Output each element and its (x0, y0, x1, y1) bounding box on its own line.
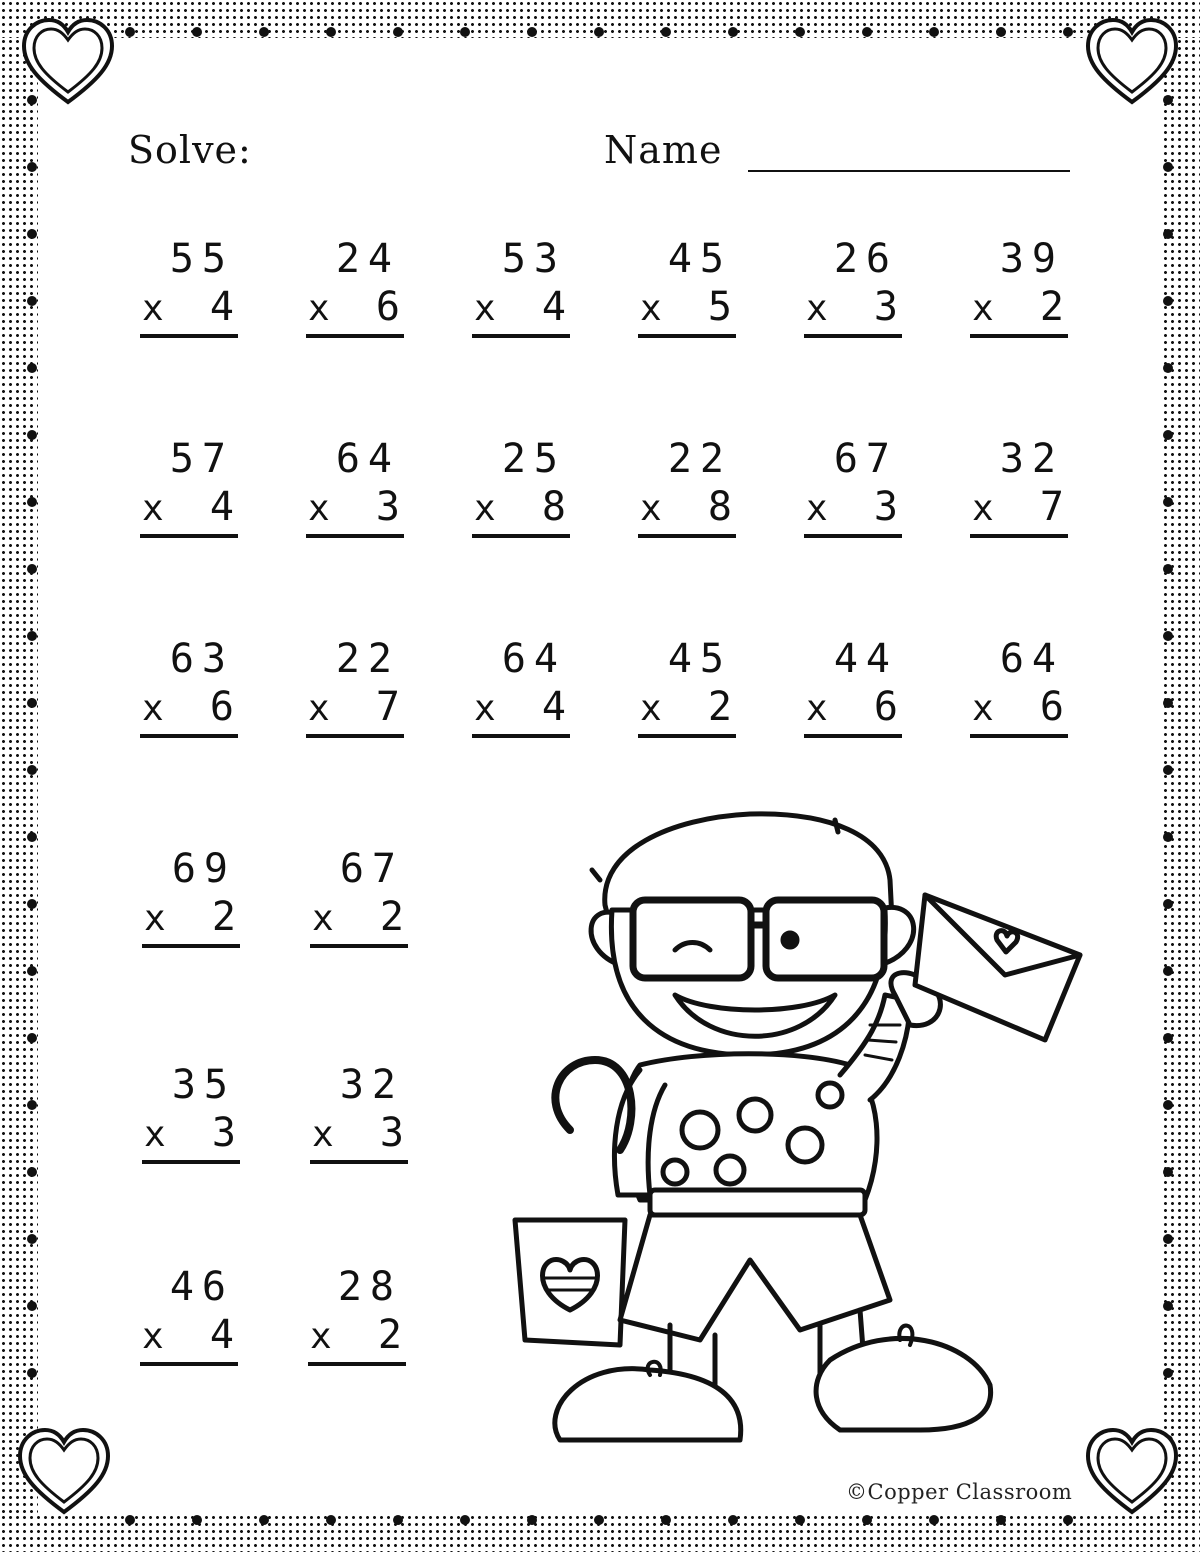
border-dot (1163, 430, 1173, 440)
border-dot (259, 27, 269, 37)
problem-17 (804, 636, 902, 736)
multiply-sign: x (640, 288, 662, 329)
border-dot (1063, 1515, 1073, 1525)
problem-5 (804, 236, 902, 336)
multiply-sign: x (312, 1114, 334, 1155)
problem-8 (306, 436, 404, 536)
problem-13 (140, 636, 238, 736)
multiply-sign: x (142, 1316, 164, 1357)
border-dot (1163, 832, 1173, 842)
problem-multiplier: 6 (873, 684, 898, 730)
problem-top-number: 24 (335, 236, 400, 282)
border-dot (27, 1167, 37, 1177)
problem-multiplier: 2 (707, 684, 732, 730)
boy-belt (650, 1190, 865, 1215)
border-dot (1163, 765, 1173, 775)
border-dot (27, 1368, 37, 1378)
border-dot (27, 832, 37, 842)
border-dot (27, 1301, 37, 1311)
heart-icon-top-right (1082, 14, 1182, 114)
copyright-text: ©Copper Classroom (846, 1480, 1073, 1504)
problem-top-number: 57 (169, 436, 234, 482)
border-dot (1163, 162, 1173, 172)
answer-line[interactable] (970, 734, 1068, 738)
border-dot (1163, 1234, 1173, 1244)
border-dot (527, 27, 537, 37)
border-dot (862, 27, 872, 37)
problem-top-number: 44 (833, 636, 898, 682)
problem-top-number: 22 (335, 636, 400, 682)
border-dot (1163, 966, 1173, 976)
boy-shorts (620, 1215, 890, 1340)
problem-23 (140, 1264, 238, 1364)
problem-top-number: 67 (833, 436, 898, 482)
answer-line[interactable] (472, 334, 570, 338)
border-dot (27, 229, 37, 239)
border-dot (27, 1100, 37, 1110)
border-dot (27, 631, 37, 641)
border-dot (594, 27, 604, 37)
multiply-sign: x (142, 688, 164, 729)
border-dot (1163, 1100, 1173, 1110)
boy-right-eye (783, 933, 797, 947)
problem-top-number: 53 (501, 236, 566, 282)
page-border-left (0, 38, 38, 1514)
multiply-sign: x (806, 288, 828, 329)
border-dot (1163, 497, 1173, 507)
border-dot (27, 698, 37, 708)
multiply-sign: x (806, 688, 828, 729)
answer-line[interactable] (804, 734, 902, 738)
answer-line[interactable] (804, 334, 902, 338)
answer-line[interactable] (970, 334, 1068, 338)
problem-multiplier: 7 (375, 684, 400, 730)
multiply-sign: x (308, 488, 330, 529)
border-dot (125, 1515, 135, 1525)
problem-multiplier: 3 (379, 1110, 404, 1156)
answer-line[interactable] (142, 944, 240, 948)
answer-line[interactable] (310, 944, 408, 948)
border-dot (728, 27, 738, 37)
problem-top-number: 64 (999, 636, 1064, 682)
border-dot (661, 1515, 671, 1525)
multiply-sign: x (972, 488, 994, 529)
problem-multiplier: 2 (379, 894, 404, 940)
border-dot (259, 1515, 269, 1525)
problem-multiplier: 4 (209, 484, 234, 530)
answer-line[interactable] (142, 1160, 240, 1164)
heart-icon-top-left (18, 14, 118, 114)
glasses-left-lens (633, 900, 751, 978)
border-dot (1163, 564, 1173, 574)
border-dot (27, 966, 37, 976)
problem-top-number: 46 (169, 1264, 234, 1310)
multiply-sign: x (806, 488, 828, 529)
problem-16 (638, 636, 736, 736)
problem-top-number: 63 (169, 636, 234, 682)
border-dot (192, 1515, 202, 1525)
border-dot (460, 27, 470, 37)
problem-top-number: 39 (999, 236, 1064, 282)
problem-top-number: 55 (169, 236, 234, 282)
border-dot (326, 1515, 336, 1525)
problem-top-number: 32 (999, 436, 1064, 482)
answer-line[interactable] (638, 534, 736, 538)
problem-9 (472, 436, 570, 536)
multiply-sign: x (640, 688, 662, 729)
problem-top-number: 45 (667, 636, 732, 682)
multiply-sign: x (972, 288, 994, 329)
border-dot (929, 27, 939, 37)
problem-multiplier: 3 (873, 484, 898, 530)
answer-line[interactable] (306, 734, 404, 738)
answer-line[interactable] (638, 334, 736, 338)
answer-line[interactable] (638, 734, 736, 738)
problem-top-number: 64 (501, 636, 566, 682)
multiply-sign: x (308, 288, 330, 329)
answer-line[interactable] (140, 1362, 238, 1366)
problem-6 (970, 236, 1068, 336)
border-dot (996, 27, 1006, 37)
problem-24 (308, 1264, 406, 1364)
answer-line[interactable] (140, 534, 238, 538)
problem-multiplier: 5 (707, 284, 732, 330)
border-dot (996, 1515, 1006, 1525)
answer-line[interactable] (310, 1160, 408, 1164)
border-dot (1063, 27, 1073, 37)
problem-top-number: 64 (335, 436, 400, 482)
boy-right-shoe (816, 1338, 991, 1430)
problem-top-number: 35 (171, 1062, 236, 1108)
border-dot (1163, 631, 1173, 641)
border-dot (326, 27, 336, 37)
multiply-sign: x (310, 1316, 332, 1357)
heart-icon-bottom-left (14, 1424, 114, 1524)
border-dot (929, 1515, 939, 1525)
problem-1 (140, 236, 238, 336)
border-dot (795, 27, 805, 37)
problem-multiplier: 6 (375, 284, 400, 330)
multiply-sign: x (474, 688, 496, 729)
problem-2 (306, 236, 404, 336)
border-dot (27, 296, 37, 306)
problem-15 (472, 636, 570, 736)
answer-line[interactable] (804, 534, 902, 538)
answer-line[interactable] (472, 734, 570, 738)
problem-22 (310, 1062, 408, 1162)
name-input-line[interactable] (748, 170, 1070, 172)
border-dot (527, 1515, 537, 1525)
problem-19 (142, 846, 240, 946)
problem-multiplier: 3 (211, 1110, 236, 1156)
problem-multiplier: 6 (209, 684, 234, 730)
multiply-sign: x (144, 898, 166, 939)
border-dot (393, 27, 403, 37)
answer-line[interactable] (140, 734, 238, 738)
problem-3 (472, 236, 570, 336)
border-dot (795, 1515, 805, 1525)
border-dot (27, 162, 37, 172)
border-dot (192, 27, 202, 37)
multiply-sign: x (308, 688, 330, 729)
border-dot (594, 1515, 604, 1525)
name-label: Name (604, 128, 723, 172)
border-dot (27, 497, 37, 507)
problem-top-number: 28 (337, 1264, 402, 1310)
border-dot (728, 1515, 738, 1525)
border-dot (460, 1515, 470, 1525)
answer-line[interactable] (306, 334, 404, 338)
problem-7 (140, 436, 238, 536)
border-dot (1163, 229, 1173, 239)
problem-multiplier: 4 (209, 284, 234, 330)
problem-21 (142, 1062, 240, 1162)
boy-illustration (500, 800, 1100, 1460)
problem-multiplier: 4 (541, 284, 566, 330)
solve-label: Solve: (128, 128, 252, 172)
problem-20 (310, 846, 408, 946)
multiply-sign: x (474, 488, 496, 529)
problem-top-number: 26 (833, 236, 898, 282)
problem-multiplier: 6 (1039, 684, 1064, 730)
border-dot (1163, 1368, 1173, 1378)
page-border-right (1162, 38, 1200, 1514)
border-dot (661, 27, 671, 37)
answer-line[interactable] (306, 534, 404, 538)
border-dot (862, 1515, 872, 1525)
border-dot (1163, 899, 1173, 909)
problem-4 (638, 236, 736, 336)
problem-multiplier: 8 (541, 484, 566, 530)
problem-multiplier: 2 (377, 1312, 402, 1358)
problem-11 (804, 436, 902, 536)
border-dot (1163, 363, 1173, 373)
multiply-sign: x (640, 488, 662, 529)
problem-10 (638, 436, 736, 536)
multiply-sign: x (142, 288, 164, 329)
problem-multiplier: 4 (541, 684, 566, 730)
answer-line[interactable] (970, 534, 1068, 538)
problem-multiplier: 2 (211, 894, 236, 940)
border-dot (125, 27, 135, 37)
border-dot (1163, 296, 1173, 306)
border-dot (27, 1033, 37, 1043)
problem-multiplier: 8 (707, 484, 732, 530)
multiply-sign: x (144, 1114, 166, 1155)
border-dot (27, 363, 37, 373)
border-dot (27, 564, 37, 574)
problem-multiplier: 7 (1039, 484, 1064, 530)
border-dot (27, 1234, 37, 1244)
border-dot (27, 765, 37, 775)
problem-multiplier: 3 (375, 484, 400, 530)
border-dot (1163, 1033, 1173, 1043)
problem-multiplier: 3 (873, 284, 898, 330)
problem-top-number: 32 (339, 1062, 404, 1108)
multiply-sign: x (312, 898, 334, 939)
multiply-sign: x (142, 488, 164, 529)
problem-top-number: 67 (339, 846, 404, 892)
problem-multiplier: 2 (1039, 284, 1064, 330)
border-dot (27, 899, 37, 909)
problem-top-number: 22 (667, 436, 732, 482)
answer-line[interactable] (140, 334, 238, 338)
answer-line[interactable] (308, 1362, 406, 1366)
multiply-sign: x (474, 288, 496, 329)
border-dot (393, 1515, 403, 1525)
answer-line[interactable] (472, 534, 570, 538)
border-dot (1163, 1167, 1173, 1177)
border-dot (1163, 1301, 1173, 1311)
multiply-sign: x (972, 688, 994, 729)
problem-top-number: 25 (501, 436, 566, 482)
problem-14 (306, 636, 404, 736)
border-dot (27, 430, 37, 440)
problem-top-number: 69 (171, 846, 236, 892)
problem-12 (970, 436, 1068, 536)
problem-multiplier: 4 (209, 1312, 234, 1358)
problem-top-number: 45 (667, 236, 732, 282)
problem-18 (970, 636, 1068, 736)
border-dot (1163, 698, 1173, 708)
